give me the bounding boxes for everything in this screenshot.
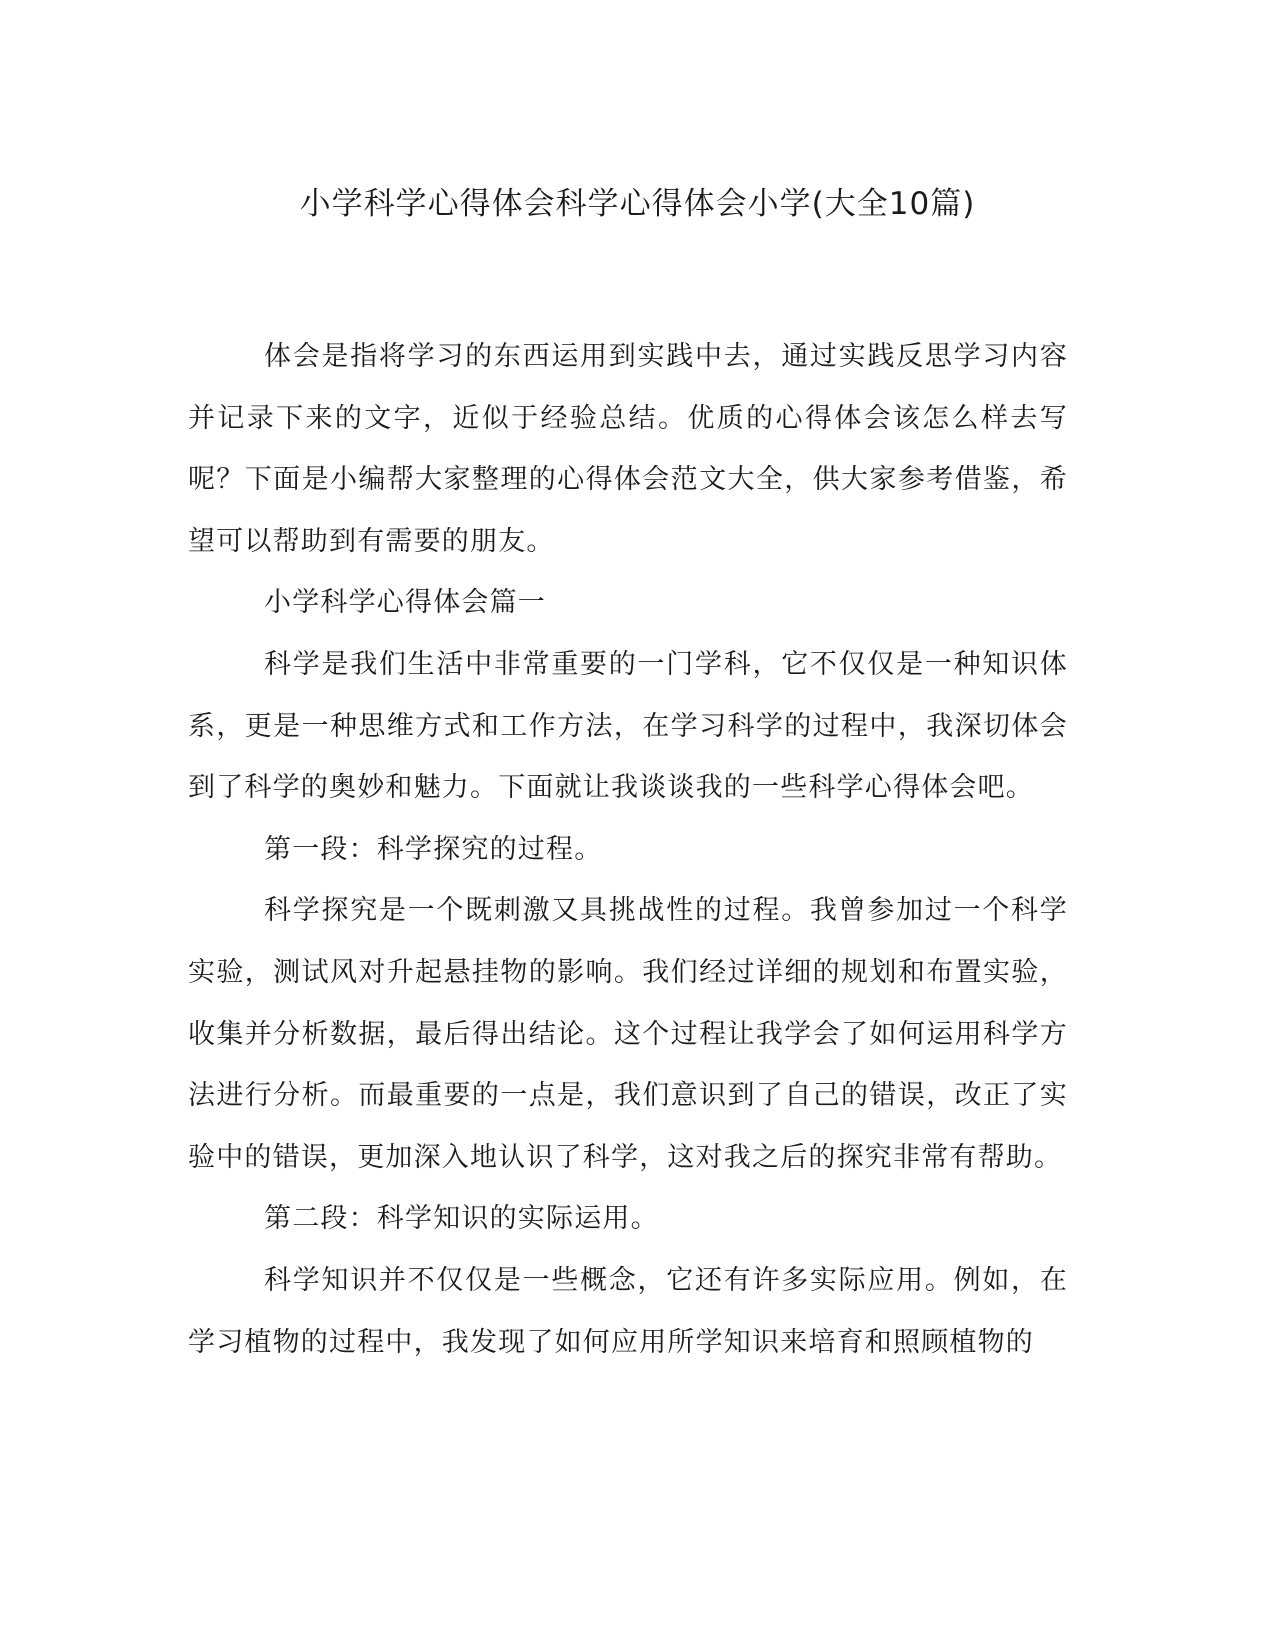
body-paragraph: 科学知识并不仅仅是一些概念，它还有许多实际应用。例如，在学习植物的过程中，我发现了如何应用所学知识来培育和照顾植物的	[188, 1264, 1068, 1358]
body-paragraph: 科学探究是一个既刺激又具挑战性的过程。我曾参加过一个科学实验，测试风对升起悬挂物的影响。我们经过详细的规划和布置实验，收集并分析数据，最后得出结论。这个过程让我学会了如何运用科学方法进行分析。而最重要的一点是，我们意识到了自己的错误，改正了实验中的错误，更加深入地认识了科学，这对我之后的探究非常有帮助。	[188, 895, 1068, 1173]
document-body	[188, 326, 1068, 1373]
subsection-heading: 第二段：科学知识的实际运用。	[264, 1203, 659, 1235]
intro-paragraph: 体会是指将学习的东西运用到实践中去，通过实践反思学习内容并记录下来的文字，近似于经验总结。优质的心得体会该怎么样去写呢？下面是小编帮大家整理的心得体会范文大全，供大家参考借鉴，希望可以帮助到有需要的朋友。	[188, 341, 1068, 557]
body-paragraph: 科学是我们生活中非常重要的一门学科，它不仅仅是一种知识体系，更是一种思维方式和工作方法，在学习科学的过程中，我深切体会到了科学的奥妙和魅力。下面就让我谈谈我的一些科学心得体会吧。	[188, 648, 1068, 804]
document-title: 小学科学心得体会科学心得体会小学(大全10篇)	[299, 186, 976, 222]
subsection-heading: 第一段：科学探究的过程。	[264, 833, 603, 865]
section-heading: 小学科学心得体会篇一	[264, 587, 546, 619]
